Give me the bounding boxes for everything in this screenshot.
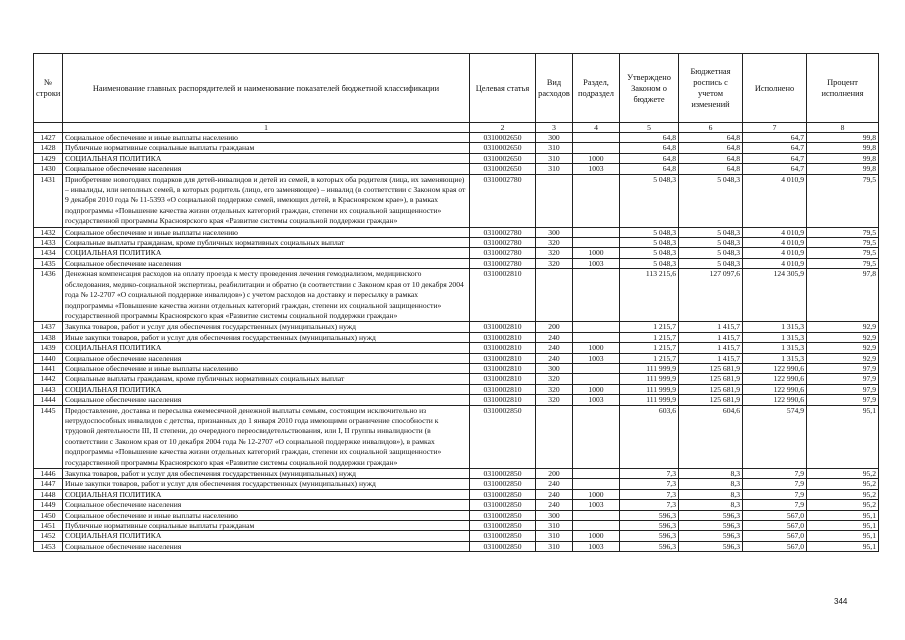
row-budget-cell: 127 097,6 [679,269,743,322]
table-row [34,500,879,510]
row-budget-cell: 5 048,3 [679,174,743,227]
row-approved-cell: 5 048,3 [620,258,679,268]
row-expense-kind-cell: 320 [536,248,573,258]
row-approved-cell: 596,3 [620,541,679,551]
row-approved-cell: 1 215,7 [620,332,679,342]
row-target-article-cell: 0310002810 [470,269,536,322]
row-percent-cell: 95,1 [807,405,879,468]
row-name-cell: СОЦИАЛЬНАЯ ПОЛИТИКА [63,384,470,394]
row-number-cell: 1447 [34,479,63,489]
table-row [34,521,879,531]
row-section-cell: 1003 [573,500,620,510]
row-name-cell: Публичные нормативные социальные выплаты гражданам [63,521,470,531]
row-percent-cell: 79,5 [807,258,879,268]
row-section-cell: 1000 [573,489,620,499]
row-expense-kind-cell: 240 [536,500,573,510]
row-section-cell: 1000 [573,153,620,163]
row-section-cell [573,322,620,332]
row-percent-cell: 95,2 [807,489,879,499]
row-executed-cell: 567,0 [743,510,807,520]
row-target-article-cell: 0310002780 [470,174,536,227]
row-approved-cell: 7,3 [620,489,679,499]
row-percent-cell: 95,1 [807,510,879,520]
row-budget-cell: 596,3 [679,531,743,541]
row-expense-kind-cell [536,405,573,468]
column-number: 3 [536,123,573,133]
row-executed-cell: 574,9 [743,405,807,468]
row-budget-cell: 8,3 [679,489,743,499]
row-target-article-cell: 0310002850 [470,541,536,551]
row-section-cell: 1000 [573,531,620,541]
header-section: Раздел, подраздел [573,54,620,123]
header-approved: Утверждено Законом о бюджете [620,54,679,123]
table-row [34,384,879,394]
row-expense-kind-cell: 200 [536,469,573,479]
row-executed-cell: 567,0 [743,541,807,551]
row-approved-cell: 7,3 [620,479,679,489]
row-percent-cell: 95,2 [807,479,879,489]
row-number-cell: 1432 [34,227,63,237]
row-budget-cell: 8,3 [679,479,743,489]
row-expense-kind-cell: 320 [536,395,573,405]
row-budget-cell: 64,8 [679,133,743,143]
column-number-row [34,123,879,133]
row-budget-cell: 5 048,3 [679,248,743,258]
row-name-cell: СОЦИАЛЬНАЯ ПОЛИТИКА [63,248,470,258]
row-target-article-cell: 0310002850 [470,405,536,468]
row-target-article-cell: 0310002850 [470,469,536,479]
row-target-article-cell: 0310002850 [470,521,536,531]
row-executed-cell: 7,9 [743,500,807,510]
row-name-cell: Закупка товаров, работ и услуг для обеспечения государственных (муниципальных) нужд [63,322,470,332]
row-name-cell: Социальное обеспечение и иные выплаты населению [63,227,470,237]
row-number-cell: 1436 [34,269,63,322]
row-name-cell: Социальное обеспечение и иные выплаты населению [63,510,470,520]
column-number: 6 [679,123,743,133]
row-expense-kind-cell: 320 [536,384,573,394]
column-number: 7 [743,123,807,133]
row-number-cell: 1440 [34,353,63,363]
row-section-cell [573,405,620,468]
table-row [34,227,879,237]
row-budget-cell: 64,8 [679,153,743,163]
row-budget-cell: 125 681,9 [679,374,743,384]
row-expense-kind-cell: 300 [536,363,573,373]
row-approved-cell: 64,8 [620,133,679,143]
table-row [34,531,879,541]
row-section-cell [573,227,620,237]
row-name-cell: Социальное обеспечение населения [63,500,470,510]
row-budget-cell: 125 681,9 [679,363,743,373]
row-approved-cell: 111 999,9 [620,363,679,373]
row-name-cell: Публичные нормативные социальные выплаты гражданам [63,143,470,153]
row-target-article-cell: 0310002850 [470,479,536,489]
row-percent-cell: 92,9 [807,322,879,332]
row-name-cell: СОЦИАЛЬНАЯ ПОЛИТИКА [63,153,470,163]
row-executed-cell: 1 315,3 [743,343,807,353]
row-expense-kind-cell: 310 [536,153,573,163]
table-row [34,469,879,479]
row-approved-cell: 1 215,7 [620,343,679,353]
row-number-cell: 1428 [34,143,63,153]
row-approved-cell: 596,3 [620,521,679,531]
row-approved-cell: 596,3 [620,510,679,520]
row-percent-cell: 99,8 [807,153,879,163]
row-executed-cell: 64,7 [743,133,807,143]
table-row [34,353,879,363]
header-executed: Исполнено [743,54,807,123]
row-section-cell: 1003 [573,541,620,551]
budget-table-sheet [33,53,878,552]
row-percent-cell: 99,8 [807,143,879,153]
column-number: 4 [573,123,620,133]
row-target-article-cell: 0310002650 [470,143,536,153]
header-budget-schedule: Бюджетная роспись с учетом изменений [679,54,743,123]
row-budget-cell: 5 048,3 [679,258,743,268]
row-percent-cell: 99,8 [807,133,879,143]
row-budget-cell: 5 048,3 [679,238,743,248]
table-row [34,405,879,468]
row-percent-cell: 99,8 [807,164,879,174]
row-name-cell: Социальное обеспечение населения [63,541,470,551]
table-row [34,541,879,551]
row-percent-cell: 95,1 [807,531,879,541]
row-approved-cell: 596,3 [620,531,679,541]
column-number: 1 [63,123,470,133]
row-expense-kind-cell: 240 [536,332,573,342]
row-target-article-cell: 0310002810 [470,363,536,373]
row-budget-cell: 596,3 [679,510,743,520]
row-approved-cell: 603,6 [620,405,679,468]
row-name-cell: Социальное обеспечение и иные выплаты населению [63,363,470,373]
row-expense-kind-cell: 300 [536,133,573,143]
table-row [34,395,879,405]
row-executed-cell: 1 315,3 [743,332,807,342]
row-number-cell: 1433 [34,238,63,248]
row-number-cell: 1437 [34,322,63,332]
row-number-cell: 1429 [34,153,63,163]
row-percent-cell: 79,5 [807,248,879,258]
table-row [34,143,879,153]
row-expense-kind-cell: 240 [536,479,573,489]
row-target-article-cell: 0310002780 [470,248,536,258]
row-target-article-cell: 0310002810 [470,332,536,342]
row-approved-cell: 111 999,9 [620,384,679,394]
row-target-article-cell: 0310002850 [470,489,536,499]
row-approved-cell: 5 048,3 [620,174,679,227]
row-expense-kind-cell [536,174,573,227]
row-executed-cell: 7,9 [743,489,807,499]
row-budget-cell: 1 415,7 [679,353,743,363]
row-budget-cell: 1 415,7 [679,322,743,332]
row-number-cell: 1435 [34,258,63,268]
row-expense-kind-cell: 310 [536,143,573,153]
row-name-cell: Иные закупки товаров, работ и услуг для обеспечения государственных (муниципальных) нужд [63,479,470,489]
row-expense-kind-cell [536,269,573,322]
row-budget-cell: 8,3 [679,500,743,510]
row-section-cell: 1003 [573,395,620,405]
row-section-cell [573,143,620,153]
row-budget-cell: 596,3 [679,541,743,551]
row-approved-cell: 64,8 [620,153,679,163]
table-row [34,479,879,489]
row-executed-cell: 4 010,9 [743,174,807,227]
row-target-article-cell: 0310002780 [470,227,536,237]
row-executed-cell: 1 315,3 [743,322,807,332]
row-target-article-cell: 0310002810 [470,395,536,405]
row-executed-cell: 124 305,9 [743,269,807,322]
header-row-number: № строки [34,54,63,123]
table-row [34,174,879,227]
row-executed-cell: 4 010,9 [743,258,807,268]
row-budget-cell: 5 048,3 [679,227,743,237]
budget-execution-table [33,53,879,552]
header-target-article: Целевая статья [470,54,536,123]
row-expense-kind-cell: 310 [536,531,573,541]
row-expense-kind-cell: 320 [536,374,573,384]
table-row [34,510,879,520]
row-target-article-cell: 0310002780 [470,238,536,248]
row-executed-cell: 122 990,6 [743,374,807,384]
table-row [34,269,879,322]
table-row [34,258,879,268]
column-number-blank [34,123,63,133]
row-section-cell [573,374,620,384]
row-section-cell [573,332,620,342]
row-name-cell: Социальное обеспечение и иные выплаты населению [63,133,470,143]
table-row [34,374,879,384]
row-expense-kind-cell: 320 [536,258,573,268]
row-expense-kind-cell: 310 [536,541,573,551]
column-number: 2 [470,123,536,133]
row-executed-cell: 7,9 [743,479,807,489]
row-section-cell [573,238,620,248]
row-number-cell: 1453 [34,541,63,551]
row-section-cell [573,510,620,520]
row-executed-cell: 64,7 [743,164,807,174]
row-number-cell: 1427 [34,133,63,143]
row-expense-kind-cell: 200 [536,322,573,332]
row-percent-cell: 97,9 [807,384,879,394]
row-number-cell: 1442 [34,374,63,384]
row-percent-cell: 92,9 [807,332,879,342]
row-name-cell: Социальные выплаты гражданам, кроме публичных нормативных социальных выплат [63,374,470,384]
row-executed-cell: 1 315,3 [743,353,807,363]
row-percent-cell: 79,5 [807,227,879,237]
row-name-cell: Предоставление, доставка и пересылка ежемесячной денежной выплаты семьям, состоящим исключительно из нетрудоспособных инвалидов с детства, признанных до 1 января 2010 года имеющими ограничение способности к трудовой деятельности III, II степени, до очередного переосвидетельствования, или I, II группы инвалидности (в соответствии с Законом края от 10 декабря 2004 года № 12-2707 «О социальной поддержке инвалидов»), в рамках подпрограммы «Повышение качества жизни отдельных категорий граждан, степени их социальной защищенности» государственной программы Красноярского края «Развитие системы социальной поддержки граждан» [63,405,470,468]
row-target-article-cell: 0310002850 [470,531,536,541]
row-approved-cell: 111 999,9 [620,395,679,405]
row-number-cell: 1449 [34,500,63,510]
table-row [34,238,879,248]
row-number-cell: 1452 [34,531,63,541]
row-percent-cell: 95,2 [807,500,879,510]
row-expense-kind-cell: 300 [536,227,573,237]
row-approved-cell: 64,8 [620,164,679,174]
header-expense-kind: Вид расходов [536,54,573,123]
row-executed-cell: 567,0 [743,531,807,541]
row-budget-cell: 125 681,9 [679,384,743,394]
row-target-article-cell: 0310002810 [470,353,536,363]
row-number-cell: 1444 [34,395,63,405]
row-approved-cell: 64,8 [620,143,679,153]
row-number-cell: 1434 [34,248,63,258]
row-expense-kind-cell: 310 [536,164,573,174]
row-section-cell [573,269,620,322]
row-name-cell: Социальное обеспечение населения [63,353,470,363]
row-number-cell: 1438 [34,332,63,342]
table-body [34,133,879,552]
table-row [34,322,879,332]
row-section-cell [573,479,620,489]
row-target-article-cell: 0310002780 [470,258,536,268]
row-percent-cell: 97,9 [807,363,879,373]
row-executed-cell: 122 990,6 [743,395,807,405]
row-target-article-cell: 0310002810 [470,343,536,353]
row-number-cell: 1451 [34,521,63,531]
row-approved-cell: 113 215,6 [620,269,679,322]
row-executed-cell: 4 010,9 [743,238,807,248]
row-name-cell: Социальное обеспечение населения [63,395,470,405]
row-expense-kind-cell: 300 [536,510,573,520]
row-approved-cell: 1 215,7 [620,322,679,332]
row-name-cell: Денежная компенсация расходов на оплату проезда к месту проведения лечения гемодиализом, медицинского обследования, медико-социальной экспертизы, реабилитации и обратно (в соответствии с Законом края от 10 декабря 2004 года № 12-2707 «О социальной поддержке инвалидов») с учетом расходов на доставку и пересылку в рамках подпрограммы «Повышение качества жизни отдельных категорий граждан, степени их социальной защищенности» государственной программы Красноярского края «Развитие системы социальной поддержки граждан» [63,269,470,322]
row-name-cell: СОЦИАЛЬНАЯ ПОЛИТИКА [63,531,470,541]
row-section-cell [573,521,620,531]
row-section-cell: 1003 [573,353,620,363]
row-target-article-cell: 0310002850 [470,510,536,520]
row-section-cell: 1000 [573,384,620,394]
row-section-cell [573,174,620,227]
row-target-article-cell: 0310002650 [470,153,536,163]
header-percent: Процент исполнения [807,54,879,123]
row-percent-cell: 97,9 [807,374,879,384]
row-percent-cell: 95,1 [807,541,879,551]
row-section-cell [573,363,620,373]
row-number-cell: 1446 [34,469,63,479]
row-approved-cell: 7,3 [620,500,679,510]
row-percent-cell: 95,2 [807,469,879,479]
row-percent-cell: 97,9 [807,395,879,405]
row-section-cell [573,469,620,479]
row-budget-cell: 1 415,7 [679,343,743,353]
row-name-cell: СОЦИАЛЬНАЯ ПОЛИТИКА [63,489,470,499]
row-approved-cell: 5 048,3 [620,227,679,237]
row-executed-cell: 122 990,6 [743,363,807,373]
row-section-cell [573,133,620,143]
header-name: Наименование главных распорядителей и наименование показателей бюджетной классификации [63,54,470,123]
row-name-cell: Социальное обеспечение населения [63,258,470,268]
table-row [34,343,879,353]
header-row [34,54,879,123]
row-executed-cell: 567,0 [743,521,807,531]
table-row [34,248,879,258]
row-name-cell: Иные закупки товаров, работ и услуг для обеспечения государственных (муниципальных) нужд [63,332,470,342]
row-approved-cell: 5 048,3 [620,238,679,248]
row-budget-cell: 8,3 [679,469,743,479]
page-number: 344 [834,597,848,606]
row-target-article-cell: 0310002850 [470,500,536,510]
row-budget-cell: 1 415,7 [679,332,743,342]
row-budget-cell: 64,8 [679,164,743,174]
row-percent-cell: 92,9 [807,343,879,353]
row-executed-cell: 4 010,9 [743,227,807,237]
row-approved-cell: 7,3 [620,469,679,479]
table-row [34,164,879,174]
row-section-cell: 1000 [573,343,620,353]
row-approved-cell: 5 048,3 [620,248,679,258]
row-budget-cell: 64,8 [679,143,743,153]
row-budget-cell: 604,6 [679,405,743,468]
row-number-cell: 1445 [34,405,63,468]
row-executed-cell: 7,9 [743,469,807,479]
row-expense-kind-cell: 240 [536,353,573,363]
row-number-cell: 1441 [34,363,63,373]
row-number-cell: 1448 [34,489,63,499]
row-executed-cell: 4 010,9 [743,248,807,258]
row-expense-kind-cell: 310 [536,521,573,531]
column-number: 8 [807,123,879,133]
row-section-cell: 1003 [573,258,620,268]
row-target-article-cell: 0310002810 [470,384,536,394]
row-name-cell: Закупка товаров, работ и услуг для обеспечения государственных (муниципальных) нужд [63,469,470,479]
row-executed-cell: 122 990,6 [743,384,807,394]
row-number-cell: 1431 [34,174,63,227]
row-name-cell: Приобретение новогодних подарков для детей-инвалидов и детей из семей, в которых оба родителя (лица, их заменяющие) – инвалиды, или неполных семей, в которых родитель (лицо, его заменяющее) – инвалид (в соответствии с Законом края от 9 декабря 2010 года № 11-5393 «О социальной поддержке семей, имеющих детей, в Красноярском крае»), в рамках подпрограммы «Повышение качества жизни отдельных категорий граждан, степени их социальной защищенности» государственной программы Красноярского края «Развитие системы социальной поддержки граждан» [63,174,470,227]
row-name-cell: СОЦИАЛЬНАЯ ПОЛИТИКА [63,343,470,353]
row-expense-kind-cell: 320 [536,238,573,248]
row-approved-cell: 111 999,9 [620,374,679,384]
row-budget-cell: 125 681,9 [679,395,743,405]
row-name-cell: Социальные выплаты гражданам, кроме публичных нормативных социальных выплат [63,238,470,248]
row-section-cell: 1000 [573,248,620,258]
table-row [34,153,879,163]
row-target-article-cell: 0310002810 [470,374,536,384]
table-row [34,489,879,499]
row-budget-cell: 596,3 [679,521,743,531]
row-number-cell: 1450 [34,510,63,520]
row-number-cell: 1443 [34,384,63,394]
row-executed-cell: 64,7 [743,153,807,163]
row-target-article-cell: 0310002650 [470,164,536,174]
row-target-article-cell: 0310002650 [470,133,536,143]
column-number: 5 [620,123,679,133]
row-percent-cell: 79,5 [807,174,879,227]
row-approved-cell: 1 215,7 [620,353,679,363]
row-percent-cell: 97,8 [807,269,879,322]
row-target-article-cell: 0310002810 [470,322,536,332]
row-percent-cell: 79,5 [807,238,879,248]
table-row [34,363,879,373]
row-expense-kind-cell: 240 [536,489,573,499]
row-section-cell: 1003 [573,164,620,174]
row-name-cell: Социальное обеспечение населения [63,164,470,174]
row-executed-cell: 64,7 [743,143,807,153]
row-number-cell: 1430 [34,164,63,174]
row-percent-cell: 95,1 [807,521,879,531]
table-row [34,133,879,143]
table-row [34,332,879,342]
row-expense-kind-cell: 240 [536,343,573,353]
row-number-cell: 1439 [34,343,63,353]
row-percent-cell: 92,9 [807,353,879,363]
